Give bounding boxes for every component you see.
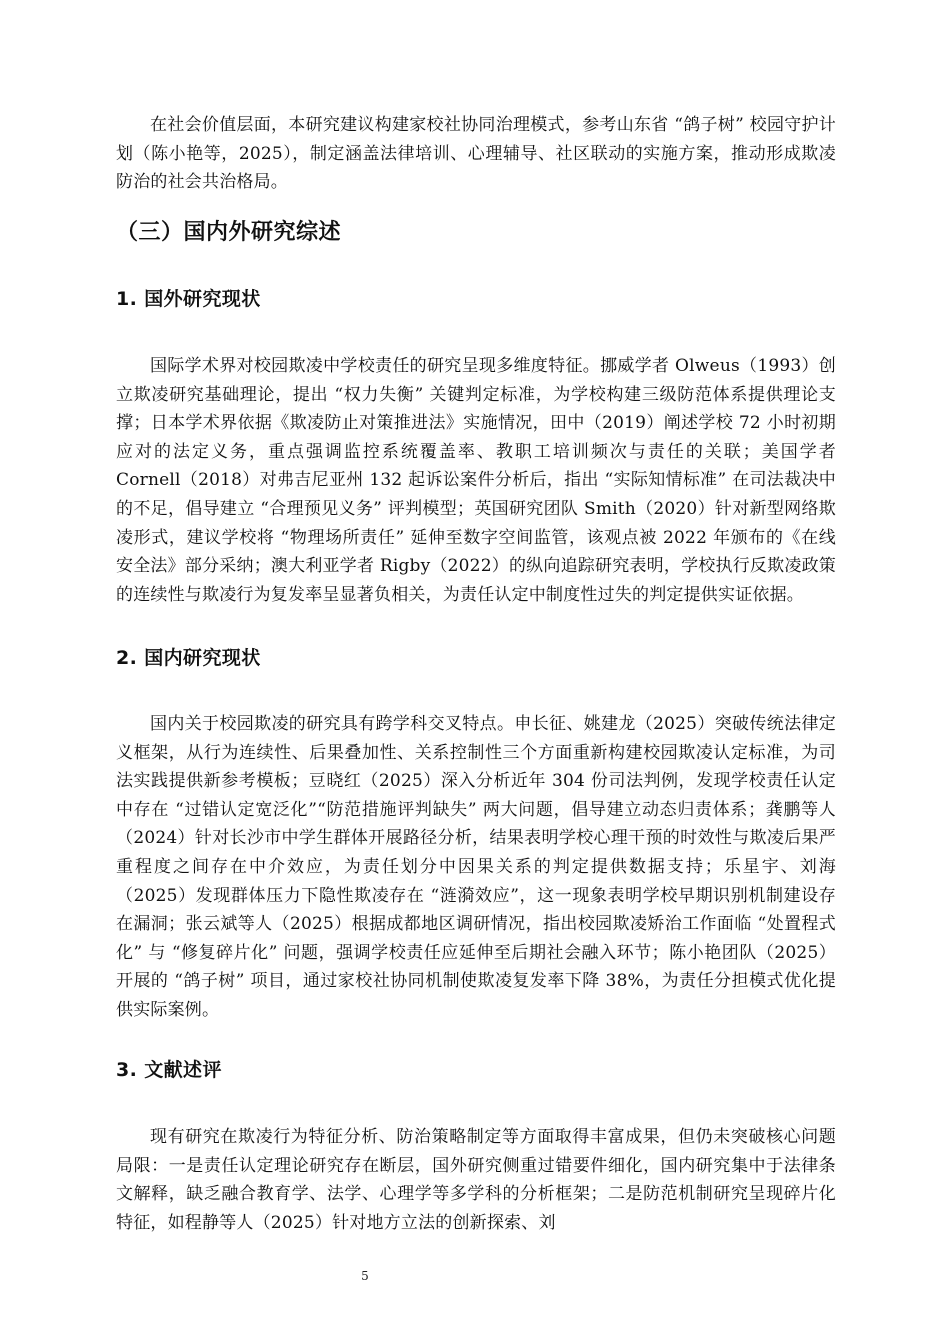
paragraph-literature-review: 现有研究在欺凌行为特征分析、防治策略制定等方面取得丰富成果，但仍未突破核心问题局限：一是责任认定理论研究存在断层，国外研究侧重过错要件细化，国内研究集中于法律条文解释，缺乏融合教育学、法学、心理学等多学科的分析框架；二是防范机制研究呈现碎片化特征，如程静等人（2025）针对地方立法的创新探索、刘: [116, 1127, 836, 1233]
subsection-title-review: 3. 文献述评: [116, 1059, 222, 1081]
section-title: （三）国内外研究综述: [116, 220, 342, 245]
subsection-title-foreign: 1. 国外研究现状: [116, 288, 261, 310]
paragraph-foreign-research: 国际学术界对校园欺凌中学校责任的研究呈现多维度特征。挪威学者 Olweus（1993）创立欺凌研究基础理论，提出 “权力失衡” 关键判定标准，为学校构建三级防范体系提供理论支撑；日本学术界依据《欺凌防止对策推进法》实施情况，田中（2019）阐述学校 72 小时初期应对的法定义务，重点强调监控系统覆盖率、教职工培训频次与责任的关联；美国学者 Cornell（2018）对弗吉尼亚州 132 起诉讼案件分析后，指出 “实际知情标准” 在司法裁决中的不足，倡导建立 “合理预见义务” 评判模型；英国研究团队 Smith（2020）针对新型网络欺凌形式，建议学校将 “物理场所责任” 延伸至数字空间监管，该观点被 2022 年颁布的《在线安全法》部分采纳；澳大利亚学者 Rigby（2022）的纵向追踪研究表明，学校执行反欺凌政策的连续性与欺凌行为复发率呈显著负相关，为责任认定中制度性过失的判定提供实证依据。: [116, 356, 836, 605]
paragraph-domestic-research: 国内关于校园欺凌的研究具有跨学科交叉特点。申长征、姚建龙（2025）突破传统法律定义框架，从行为连续性、后果叠加性、关系控制性三个方面重新构建校园欺凌认定标准，为司法实践提供新参考模板；豆晓红（2025）深入分析近年 304 份司法判例，发现学校责任认定中存在 “过错认定宽泛化”“防范措施评判缺失” 两大问题，倡导建立动态归责体系；龚鹏等人（2024）针对长沙市中学生群体开展路径分析，结果表明学校心理干预的时效性与欺凌后果严重程度之间存在中介效应，为责任划分中因果关系的判定提供数据支持；乐星宇、刘海（2025）发现群体压力下隐性欺凌存在 “涟漪效应”，这一现象表明学校早期识别机制建设存在漏洞；张云斌等人（2025）根据成都地区调研情况，指出校园欺凌矫治工作面临 “处置程式化” 与 “修复碎片化” 问题，强调学校责任应延伸至后期社会融入环节；陈小艳团队（2025）开展的 “鸽子树” 项目，通过家校社协同机制使欺凌复发率下降 38%，为责任分担模式优化提供实际案例。: [116, 714, 836, 1020]
paragraph-social-value: 在社会价值层面，本研究建议构建家校社协同治理模式，参考山东省 “鸽子树” 校园守护计划（陈小艳等，2025），制定涵盖法律培训、心理辅导、社区联动的实施方案，推动形成欺凌防治的社会共治格局。: [116, 115, 836, 193]
subsection-title-domestic: 2. 国内研究现状: [116, 647, 261, 669]
page-number: 5: [361, 1269, 369, 1283]
